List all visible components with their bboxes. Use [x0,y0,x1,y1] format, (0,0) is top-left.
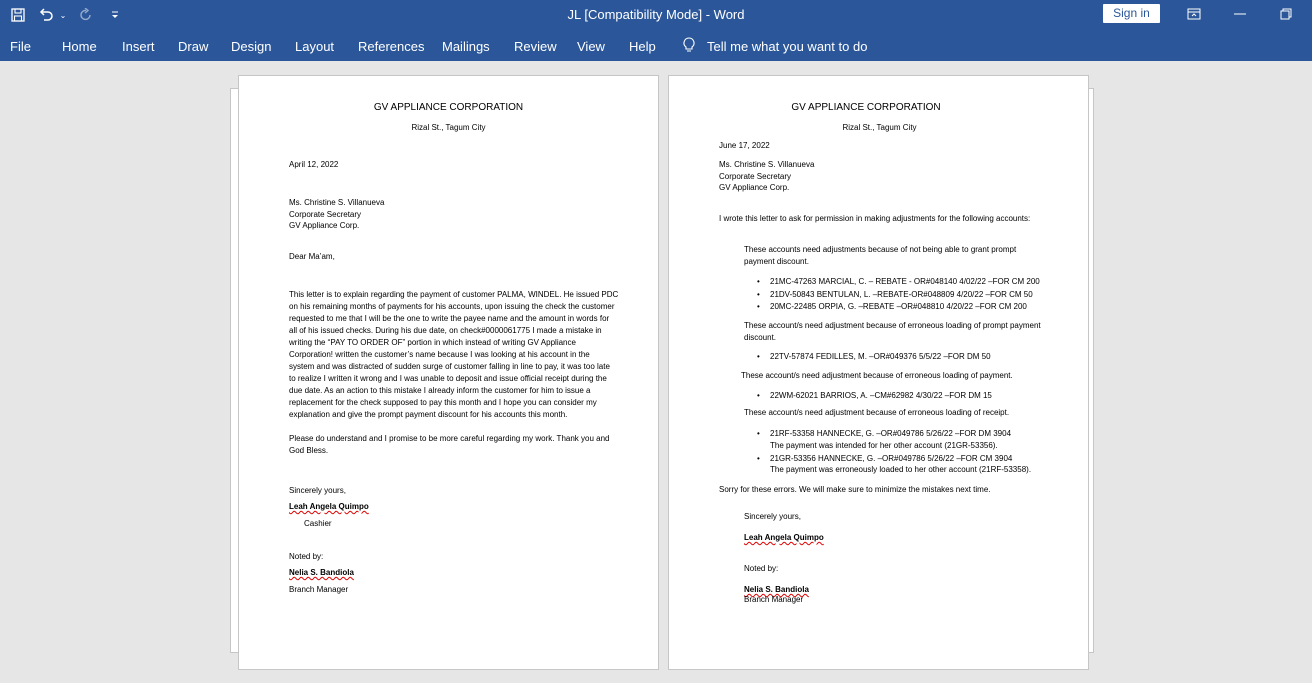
tab-design[interactable]: Design [231,39,272,54]
tab-layout[interactable]: Layout [295,39,335,54]
recipient-company: GV Appliance Corp. [719,183,790,192]
tab-review[interactable]: Review [514,39,557,54]
tab-help[interactable]: Help [629,39,656,54]
closing-line: God Bless. [289,446,329,455]
body-line: explanation and give the prompt payment discount for his accounts this month. [289,410,568,419]
recipient-title: Corporate Secretary [719,172,792,181]
list-item: • 20MC-22485 ORPIA, G. –REBATE –OR#048810 4/20/22 –FOR CM 200 [770,301,1027,313]
noter-title: Branch Manager [289,585,349,594]
tab-view[interactable]: View [577,39,605,54]
company-address: Rizal St., Tagum City [411,123,486,132]
section-heading: These account/s need adjustment because of erroneous loading of receipt. [744,408,1010,417]
apology-line: Sorry for these errors. We will make sure to minimize the mistakes next time. [719,485,991,494]
list-item-note: The payment was intended for her other account (21GR-53356). [770,441,998,450]
tell-me-label: Tell me what you want to do [707,39,868,54]
list-item: • 21GR-53356 HANNECKE, G. –OR#049786 5/26/22 –FOR CM 3904 [770,453,1012,465]
window-title: JL [Compatibility Mode] - Word [567,7,745,22]
recipient-name: Ms. Christine S. Villanueva [719,160,815,169]
lightbulb-icon [683,37,695,56]
list-item: • 22WM-62021 BARRIOS, A. –CM#62982 4/30/22 –FOR DM 15 [770,390,992,402]
body-line: replacement for the check supposed to pay this month and I hope you can consider my [289,398,597,407]
body-line: due date. As an action to this mistake I already inform the customer for him to issue a [289,386,591,395]
signer-name: Leah Angela Quimpo [744,533,824,542]
save-icon[interactable] [9,5,27,25]
list-item: • 21RF-53358 HANNECKE, G. –OR#049786 5/26/22 –FOR DM 3904 [770,428,1011,440]
noted-by: Noted by: [744,564,779,573]
section-heading: discount. [744,333,777,342]
body-line: Corporation! written the customer’s name because I was looking at his account in the [289,350,590,359]
ribbon-display-options-icon[interactable] [1174,4,1214,24]
restore-icon[interactable] [1266,4,1306,24]
list-item: • 22TV-57874 FEDILLES, M. –OR#049376 5/5/22 –FOR DM 50 [770,351,991,363]
body-line: system and was distracted of sudden surge of customer falling in line to pay, it was too late [289,362,610,371]
tell-me-search[interactable] [683,37,867,56]
company-name: GV APPLIANCE CORPORATION [791,102,941,113]
noter-name: Nelia S. Bandiola [289,568,354,577]
tab-mailings[interactable]: Mailings [442,39,490,54]
customize-toolbar-icon[interactable] [108,5,122,25]
sign-in-button[interactable]: Sign in [1103,4,1160,23]
tab-insert[interactable]: Insert [122,39,155,54]
undo-icon[interactable] [37,5,55,25]
company-name: GV APPLIANCE CORPORATION [373,102,524,113]
company-address: Rizal St., Tagum City [842,123,917,132]
sincerely: Sincerely yours, [744,512,801,521]
tab-references[interactable]: References [358,39,425,54]
sincerely: Sincerely yours, [289,486,346,495]
list-item: • 21MC-47263 MARCIAL, C. – REBATE - OR#048140 4/02/22 –FOR CM 200 [770,276,1040,288]
body-line: writing the “PAY TO ORDER OF” portion in which instead of writing GV Appliance [289,338,576,347]
list-item: • 21DV-50843 BENTULAN, L. –REBATE-OR#048809 4/20/22 –FOR CM 50 [770,289,1033,301]
section-heading: These account/s need adjustment because of erroneous loading of prompt payment [744,321,1041,330]
document-page-1[interactable] [238,75,659,670]
noter-name: Nelia S. Bandiola [744,585,809,594]
signer-title: Cashier [304,519,332,528]
body-line: all of his issued checks. During his due date, on check#0000061775 I made a mistake in [289,326,602,335]
noter-title: Branch Manager [744,595,804,604]
salutation: Dear Ma’am, [289,252,335,261]
noted-by: Noted by: [289,552,324,561]
tab-draw[interactable]: Draw [178,39,209,54]
body-line: on his remaining months of payments for his accounts, upon issuing the check the customer [289,302,615,311]
body-line: requested to me that I will be the one to write the payee name and the amount in words for [289,314,610,323]
body-line: to realize I written it wrong and I was unable to deposit and issue official receipt during the [289,374,607,383]
body-line: This letter is to explain regarding the payment of customer PALMA, WINDEL. He issued PDC [289,290,619,299]
intro-line: I wrote this letter to ask for permission in making adjustments for the following accounts: [719,214,1031,223]
tab-file[interactable]: File [10,39,31,54]
section-heading: These account/s need adjustment because of erroneous loading of payment. [741,371,1013,380]
signer-name: Leah Angela Quimpo [289,502,369,511]
minimize-icon[interactable] [1220,4,1260,24]
document-page-2[interactable] [668,75,1089,670]
recipient-name: Ms. Christine S. Villanueva [289,198,385,207]
redo-icon[interactable] [77,5,95,25]
letter-date: April 12, 2022 [289,160,339,169]
list-item-note: The payment was erroneously loaded to her other account (21RF-53358). [770,465,1032,474]
recipient-title: Corporate Secretary [289,210,362,219]
section-heading: payment discount. [744,257,809,266]
section-heading: These accounts need adjustments because of not being able to grant prompt [744,245,1017,254]
title-bar [0,0,1312,31]
ribbon-tabs [0,31,1312,61]
tab-home[interactable]: Home [62,39,97,54]
letter-date: June 17, 2022 [719,141,770,150]
recipient-company: GV Appliance Corp. [289,221,360,230]
undo-dropdown-icon[interactable]: ⌄ [59,10,67,20]
closing-line: Please do understand and I promise to be more careful regarding my work. Thank you and [289,434,610,443]
